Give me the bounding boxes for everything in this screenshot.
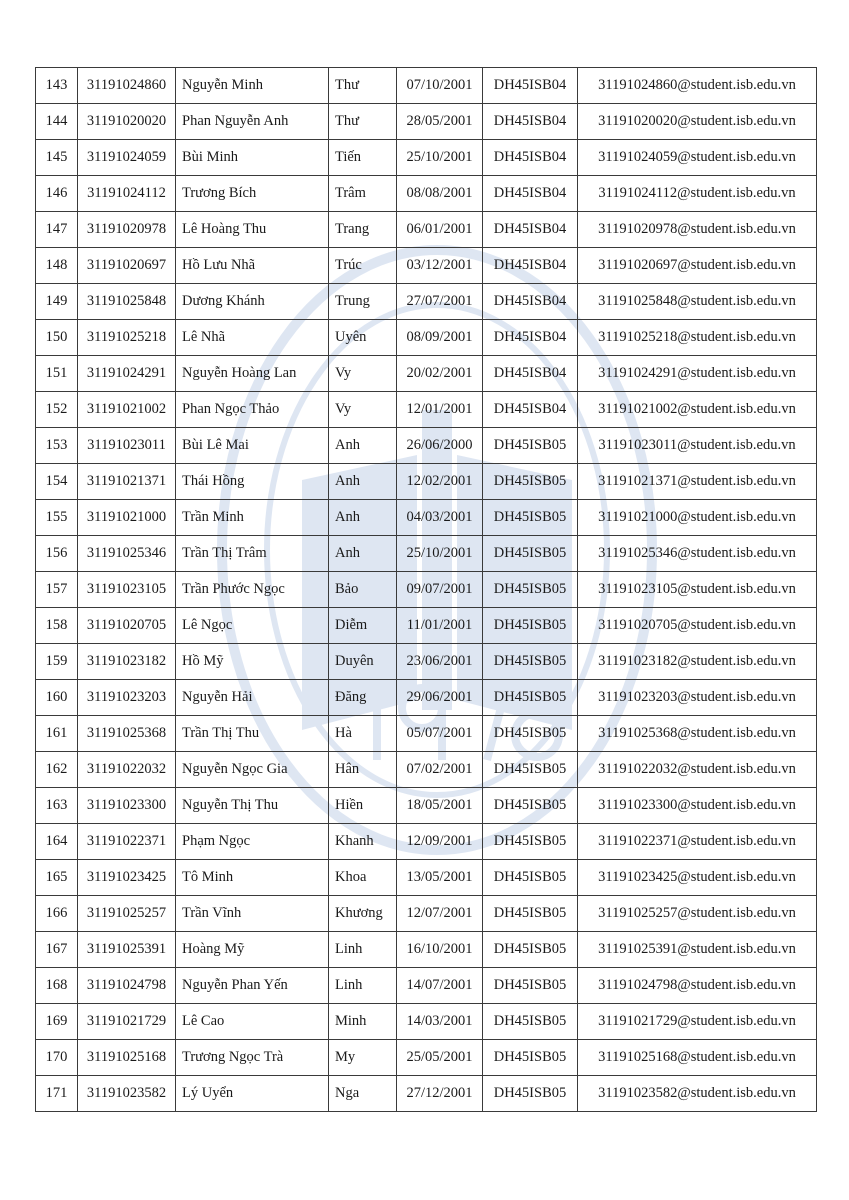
student-email: 31191024059@student.isb.edu.vn	[578, 140, 817, 176]
table-row	[36, 248, 817, 284]
row-number: 156	[36, 536, 78, 572]
row-number: 160	[36, 680, 78, 716]
given-name: Minh	[329, 1004, 397, 1040]
row-number: 146	[36, 176, 78, 212]
table-row	[36, 320, 817, 356]
given-name: Khương	[329, 896, 397, 932]
student-email: 31191021371@student.isb.edu.vn	[578, 464, 817, 500]
student-email: 31191020697@student.isb.edu.vn	[578, 248, 817, 284]
date-of-birth: 14/03/2001	[397, 1004, 483, 1040]
given-name: Đăng	[329, 680, 397, 716]
date-of-birth: 27/12/2001	[397, 1076, 483, 1112]
row-number: 168	[36, 968, 78, 1004]
date-of-birth: 27/07/2001	[397, 284, 483, 320]
student-id: 31191023582	[78, 1076, 176, 1112]
class-code: DH45ISB04	[483, 320, 578, 356]
surname-middle-name: Trương Ngọc Trà	[176, 1040, 329, 1076]
row-number: 167	[36, 932, 78, 968]
date-of-birth: 14/07/2001	[397, 968, 483, 1004]
class-code: DH45ISB04	[483, 392, 578, 428]
student-id: 31191021002	[78, 392, 176, 428]
class-code: DH45ISB05	[483, 1040, 578, 1076]
row-number: 153	[36, 428, 78, 464]
date-of-birth: 16/10/2001	[397, 932, 483, 968]
student-email: 31191020020@student.isb.edu.vn	[578, 104, 817, 140]
surname-middle-name: Hoàng Mỹ	[176, 932, 329, 968]
student-id: 31191025346	[78, 536, 176, 572]
date-of-birth: 11/01/2001	[397, 608, 483, 644]
given-name: Bảo	[329, 572, 397, 608]
class-code: DH45ISB05	[483, 932, 578, 968]
surname-middle-name: Nguyễn Phan Yến	[176, 968, 329, 1004]
date-of-birth: 07/10/2001	[397, 68, 483, 104]
surname-middle-name: Hồ Mỹ	[176, 644, 329, 680]
student-email: 31191020978@student.isb.edu.vn	[578, 212, 817, 248]
date-of-birth: 06/01/2001	[397, 212, 483, 248]
row-number: 171	[36, 1076, 78, 1112]
date-of-birth: 12/01/2001	[397, 392, 483, 428]
table-row	[36, 104, 817, 140]
surname-middle-name: Lý Uyển	[176, 1076, 329, 1112]
table-row	[36, 608, 817, 644]
table-row	[36, 896, 817, 932]
table-row	[36, 68, 817, 104]
student-email: 31191025346@student.isb.edu.vn	[578, 536, 817, 572]
student-id: 31191021000	[78, 500, 176, 536]
student-email: 31191024860@student.isb.edu.vn	[578, 68, 817, 104]
date-of-birth: 29/06/2001	[397, 680, 483, 716]
student-id: 31191023203	[78, 680, 176, 716]
date-of-birth: 08/09/2001	[397, 320, 483, 356]
table-row	[36, 680, 817, 716]
student-id: 31191022371	[78, 824, 176, 860]
row-number: 155	[36, 500, 78, 536]
class-code: DH45ISB04	[483, 284, 578, 320]
table-row	[36, 788, 817, 824]
given-name: Thư	[329, 104, 397, 140]
student-id: 31191024112	[78, 176, 176, 212]
class-code: DH45ISB04	[483, 248, 578, 284]
student-id: 31191021371	[78, 464, 176, 500]
surname-middle-name: Trần Thị Trâm	[176, 536, 329, 572]
student-email: 31191025848@student.isb.edu.vn	[578, 284, 817, 320]
given-name: Khanh	[329, 824, 397, 860]
row-number: 170	[36, 1040, 78, 1076]
roster-body	[36, 68, 817, 1112]
student-id: 31191025391	[78, 932, 176, 968]
given-name: Thư	[329, 68, 397, 104]
given-name: Anh	[329, 536, 397, 572]
class-code: DH45ISB05	[483, 428, 578, 464]
class-code: DH45ISB05	[483, 536, 578, 572]
student-email: 31191025218@student.isb.edu.vn	[578, 320, 817, 356]
student-id: 31191023105	[78, 572, 176, 608]
class-code: DH45ISB04	[483, 68, 578, 104]
given-name: Anh	[329, 428, 397, 464]
student-id: 31191025168	[78, 1040, 176, 1076]
table-row	[36, 932, 817, 968]
table-row	[36, 1040, 817, 1076]
table-row	[36, 860, 817, 896]
date-of-birth: 03/12/2001	[397, 248, 483, 284]
class-code: DH45ISB05	[483, 716, 578, 752]
student-id: 31191023425	[78, 860, 176, 896]
student-email: 31191023300@student.isb.edu.vn	[578, 788, 817, 824]
student-id: 31191024798	[78, 968, 176, 1004]
student-id: 31191025218	[78, 320, 176, 356]
student-email: 31191024112@student.isb.edu.vn	[578, 176, 817, 212]
table-row	[36, 500, 817, 536]
class-code: DH45ISB05	[483, 1076, 578, 1112]
student-id: 31191024059	[78, 140, 176, 176]
surname-middle-name: Bùi Lê Mai	[176, 428, 329, 464]
class-code: DH45ISB05	[483, 968, 578, 1004]
given-name: Uyên	[329, 320, 397, 356]
row-number: 149	[36, 284, 78, 320]
table-row	[36, 212, 817, 248]
class-code: DH45ISB05	[483, 788, 578, 824]
class-code: DH45ISB05	[483, 500, 578, 536]
student-email: 31191024291@student.isb.edu.vn	[578, 356, 817, 392]
date-of-birth: 12/09/2001	[397, 824, 483, 860]
date-of-birth: 25/10/2001	[397, 140, 483, 176]
row-number: 169	[36, 1004, 78, 1040]
surname-middle-name: Hồ Lưu Nhã	[176, 248, 329, 284]
row-number: 166	[36, 896, 78, 932]
given-name: Anh	[329, 500, 397, 536]
date-of-birth: 28/05/2001	[397, 104, 483, 140]
surname-middle-name: Nguyễn Hoàng Lan	[176, 356, 329, 392]
class-code: DH45ISB05	[483, 896, 578, 932]
student-id: 31191020697	[78, 248, 176, 284]
student-id: 31191025257	[78, 896, 176, 932]
surname-middle-name: Tô Minh	[176, 860, 329, 896]
date-of-birth: 26/06/2000	[397, 428, 483, 464]
student-id: 31191024860	[78, 68, 176, 104]
row-number: 150	[36, 320, 78, 356]
row-number: 145	[36, 140, 78, 176]
table-row	[36, 968, 817, 1004]
class-code: DH45ISB04	[483, 140, 578, 176]
student-id: 31191020705	[78, 608, 176, 644]
row-number: 143	[36, 68, 78, 104]
surname-middle-name: Nguyễn Minh	[176, 68, 329, 104]
surname-middle-name: Trần Phước Ngọc	[176, 572, 329, 608]
student-id: 31191025368	[78, 716, 176, 752]
student-email: 31191025257@student.isb.edu.vn	[578, 896, 817, 932]
given-name: Hiền	[329, 788, 397, 824]
class-code: DH45ISB04	[483, 356, 578, 392]
date-of-birth: 12/02/2001	[397, 464, 483, 500]
student-email: 31191023011@student.isb.edu.vn	[578, 428, 817, 464]
row-number: 164	[36, 824, 78, 860]
student-email: 31191025368@student.isb.edu.vn	[578, 716, 817, 752]
table-row	[36, 176, 817, 212]
row-number: 144	[36, 104, 78, 140]
date-of-birth: 25/10/2001	[397, 536, 483, 572]
row-number: 165	[36, 860, 78, 896]
given-name: My	[329, 1040, 397, 1076]
row-number: 147	[36, 212, 78, 248]
surname-middle-name: Nguyễn Hải	[176, 680, 329, 716]
given-name: Trung	[329, 284, 397, 320]
student-id: 31191023011	[78, 428, 176, 464]
given-name: Duyên	[329, 644, 397, 680]
table-row	[36, 284, 817, 320]
row-number: 162	[36, 752, 78, 788]
surname-middle-name: Trương Bích	[176, 176, 329, 212]
class-code: DH45ISB05	[483, 572, 578, 608]
student-email: 31191025168@student.isb.edu.vn	[578, 1040, 817, 1076]
table-row	[36, 1076, 817, 1112]
class-code: DH45ISB04	[483, 176, 578, 212]
date-of-birth: 18/05/2001	[397, 788, 483, 824]
student-id: 31191020020	[78, 104, 176, 140]
table-row	[36, 464, 817, 500]
student-id: 31191025848	[78, 284, 176, 320]
row-number: 157	[36, 572, 78, 608]
class-code: DH45ISB05	[483, 1004, 578, 1040]
given-name: Hân	[329, 752, 397, 788]
class-code: DH45ISB04	[483, 212, 578, 248]
date-of-birth: 25/05/2001	[397, 1040, 483, 1076]
given-name: Trâm	[329, 176, 397, 212]
given-name: Linh	[329, 968, 397, 1004]
student-email: 31191023203@student.isb.edu.vn	[578, 680, 817, 716]
surname-middle-name: Lê Nhã	[176, 320, 329, 356]
row-number: 148	[36, 248, 78, 284]
student-email: 31191025391@student.isb.edu.vn	[578, 932, 817, 968]
student-email: 31191024798@student.isb.edu.vn	[578, 968, 817, 1004]
table-row	[36, 356, 817, 392]
date-of-birth: 13/05/2001	[397, 860, 483, 896]
surname-middle-name: Bùi Minh	[176, 140, 329, 176]
class-code: DH45ISB05	[483, 680, 578, 716]
table-row	[36, 392, 817, 428]
student-email: 31191021729@student.isb.edu.vn	[578, 1004, 817, 1040]
given-name: Trang	[329, 212, 397, 248]
table-row	[36, 572, 817, 608]
row-number: 161	[36, 716, 78, 752]
class-code: DH45ISB05	[483, 824, 578, 860]
table-row	[36, 752, 817, 788]
date-of-birth: 05/07/2001	[397, 716, 483, 752]
table-row	[36, 824, 817, 860]
class-code: DH45ISB05	[483, 752, 578, 788]
student-id: 31191020978	[78, 212, 176, 248]
given-name: Vy	[329, 392, 397, 428]
student-id: 31191023182	[78, 644, 176, 680]
given-name: Trúc	[329, 248, 397, 284]
table-row	[36, 140, 817, 176]
student-id: 31191024291	[78, 356, 176, 392]
date-of-birth: 04/03/2001	[397, 500, 483, 536]
date-of-birth: 08/08/2001	[397, 176, 483, 212]
surname-middle-name: Nguyễn Ngọc Gia	[176, 752, 329, 788]
student-email: 31191020705@student.isb.edu.vn	[578, 608, 817, 644]
student-roster-table	[35, 67, 817, 1112]
given-name: Linh	[329, 932, 397, 968]
given-name: Anh	[329, 464, 397, 500]
given-name: Tiến	[329, 140, 397, 176]
student-email: 31191023425@student.isb.edu.vn	[578, 860, 817, 896]
student-email: 31191023105@student.isb.edu.vn	[578, 572, 817, 608]
row-number: 151	[36, 356, 78, 392]
surname-middle-name: Trần Thị Thu	[176, 716, 329, 752]
date-of-birth: 07/02/2001	[397, 752, 483, 788]
surname-middle-name: Lê Hoàng Thu	[176, 212, 329, 248]
surname-middle-name: Trần Vĩnh	[176, 896, 329, 932]
student-email: 31191022371@student.isb.edu.vn	[578, 824, 817, 860]
given-name: Hà	[329, 716, 397, 752]
student-email: 31191023582@student.isb.edu.vn	[578, 1076, 817, 1112]
class-code: DH45ISB04	[483, 104, 578, 140]
row-number: 159	[36, 644, 78, 680]
surname-middle-name: Phạm Ngọc	[176, 824, 329, 860]
date-of-birth: 09/07/2001	[397, 572, 483, 608]
table-row	[36, 644, 817, 680]
surname-middle-name: Phan Nguyễn Anh	[176, 104, 329, 140]
class-code: DH45ISB05	[483, 644, 578, 680]
given-name: Vy	[329, 356, 397, 392]
date-of-birth: 23/06/2001	[397, 644, 483, 680]
date-of-birth: 20/02/2001	[397, 356, 483, 392]
surname-middle-name: Lê Ngọc	[176, 608, 329, 644]
given-name: Khoa	[329, 860, 397, 896]
student-id: 31191023300	[78, 788, 176, 824]
row-number: 158	[36, 608, 78, 644]
student-email: 31191022032@student.isb.edu.vn	[578, 752, 817, 788]
row-number: 154	[36, 464, 78, 500]
student-email: 31191021000@student.isb.edu.vn	[578, 500, 817, 536]
surname-middle-name: Lê Cao	[176, 1004, 329, 1040]
surname-middle-name: Dương Khánh	[176, 284, 329, 320]
surname-middle-name: Thái Hồng	[176, 464, 329, 500]
surname-middle-name: Phan Ngọc Thảo	[176, 392, 329, 428]
table-row	[36, 716, 817, 752]
class-code: DH45ISB05	[483, 860, 578, 896]
row-number: 152	[36, 392, 78, 428]
surname-middle-name: Nguyễn Thị Thu	[176, 788, 329, 824]
given-name: Diễm	[329, 608, 397, 644]
given-name: Nga	[329, 1076, 397, 1112]
student-id: 31191021729	[78, 1004, 176, 1040]
table-row	[36, 536, 817, 572]
table-row	[36, 428, 817, 464]
student-email: 31191023182@student.isb.edu.vn	[578, 644, 817, 680]
student-id: 31191022032	[78, 752, 176, 788]
class-code: DH45ISB05	[483, 464, 578, 500]
student-email: 31191021002@student.isb.edu.vn	[578, 392, 817, 428]
table-row	[36, 1004, 817, 1040]
date-of-birth: 12/07/2001	[397, 896, 483, 932]
surname-middle-name: Trần Minh	[176, 500, 329, 536]
row-number: 163	[36, 788, 78, 824]
class-code: DH45ISB05	[483, 608, 578, 644]
